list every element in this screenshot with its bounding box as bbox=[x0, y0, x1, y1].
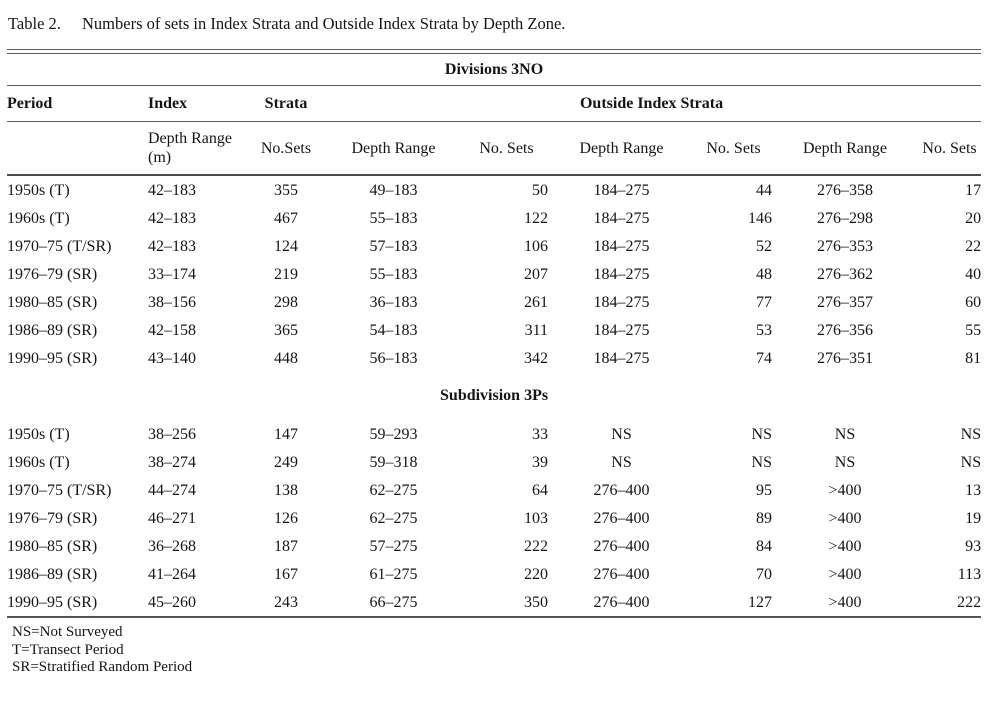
sub-header-index-depth-range: Depth Range (m) bbox=[148, 122, 250, 176]
value-cell: 50 bbox=[532, 181, 548, 199]
value-cell: 56–183 bbox=[369, 349, 418, 367]
value-cell: 42–183 bbox=[148, 237, 196, 255]
footnote-t: T=Transect Period bbox=[12, 641, 124, 658]
sub-header-row bbox=[7, 122, 981, 176]
value-cell: NS bbox=[751, 453, 772, 471]
sub-header-depth-range-2: Depth Range bbox=[548, 122, 695, 176]
table-title-text: Numbers of sets in Index Strata and Outside Index Strata by Depth Zone. bbox=[82, 14, 566, 33]
period-cell: 1986–89 (SR) bbox=[7, 321, 98, 339]
main-header-row bbox=[7, 86, 981, 122]
value-cell: 93 bbox=[965, 537, 982, 555]
value-cell: 276–357 bbox=[817, 293, 873, 311]
value-cell: 220 bbox=[524, 565, 548, 583]
value-cell: 22 bbox=[965, 237, 982, 255]
table-title-label: Table 2. bbox=[8, 14, 61, 33]
table-row bbox=[7, 504, 981, 532]
value-cell: 70 bbox=[756, 565, 772, 583]
rows-subdivision-3ps bbox=[7, 420, 981, 617]
value-cell: >400 bbox=[828, 537, 862, 555]
value-cell: NS bbox=[834, 453, 856, 471]
value-cell: >400 bbox=[828, 481, 862, 499]
sub-header-depth-range-1: Depth Range bbox=[322, 122, 465, 176]
value-cell: 53 bbox=[756, 321, 772, 339]
value-cell: 52 bbox=[756, 237, 772, 255]
value-cell: NS bbox=[751, 425, 772, 443]
value-cell: 276–400 bbox=[593, 509, 650, 527]
sub-header-no-sets-2: No. Sets bbox=[695, 122, 772, 176]
value-cell: 74 bbox=[756, 349, 772, 367]
footnote-ns: NS=Not Surveyed bbox=[12, 624, 123, 640]
table-row bbox=[7, 448, 981, 476]
value-cell: 48 bbox=[756, 265, 772, 283]
value-cell: 77 bbox=[756, 293, 772, 311]
sub-header-empty bbox=[7, 122, 148, 176]
value-cell: 350 bbox=[524, 593, 548, 611]
value-cell: 126 bbox=[274, 509, 298, 527]
value-cell: 298 bbox=[274, 293, 298, 311]
period-cell: 1950s (T) bbox=[7, 425, 70, 443]
column-header-strata: Strata bbox=[250, 86, 322, 122]
value-cell: 42–158 bbox=[148, 321, 196, 339]
table-row bbox=[7, 288, 981, 316]
value-cell: 89 bbox=[756, 509, 772, 527]
period-cell: 1960s (T) bbox=[7, 453, 70, 471]
value-cell: 207 bbox=[524, 265, 548, 283]
value-cell: 55 bbox=[965, 321, 982, 339]
value-cell: 41–264 bbox=[148, 565, 196, 583]
value-cell: 184–275 bbox=[593, 265, 650, 283]
table-row bbox=[7, 420, 981, 448]
value-cell: 276–400 bbox=[593, 565, 650, 583]
value-cell: NS bbox=[611, 425, 632, 443]
table-row bbox=[7, 588, 981, 617]
value-cell: 103 bbox=[524, 509, 548, 527]
value-cell: NS bbox=[834, 425, 856, 443]
period-cell: 1970–75 (T/SR) bbox=[7, 481, 112, 499]
value-cell: 147 bbox=[274, 425, 298, 443]
value-cell: 44 bbox=[756, 181, 772, 199]
value-cell: 38–274 bbox=[148, 453, 196, 471]
sub-header-depth-range-3: Depth Range bbox=[772, 122, 918, 176]
value-cell: 276–353 bbox=[817, 237, 873, 255]
column-header-outside-index-strata: Outside Index Strata bbox=[322, 86, 981, 122]
section-header-subdivision-3ps-label: Subdivision 3Ps bbox=[440, 387, 549, 404]
value-cell: 81 bbox=[965, 349, 982, 367]
value-cell: 43–140 bbox=[148, 349, 196, 367]
value-cell: 39 bbox=[532, 453, 548, 471]
table-top-rule-1 bbox=[7, 49, 981, 50]
value-cell: >400 bbox=[828, 593, 862, 611]
table-row bbox=[7, 476, 981, 504]
period-cell: 1950s (T) bbox=[7, 181, 70, 199]
value-cell: 42–183 bbox=[148, 181, 196, 199]
period-cell: 1990–95 (SR) bbox=[7, 593, 98, 611]
period-cell: 1986–89 (SR) bbox=[7, 565, 98, 583]
sub-header-index-no-sets: No.Sets bbox=[250, 122, 322, 176]
value-cell: 167 bbox=[274, 565, 298, 583]
value-cell: 55–183 bbox=[369, 265, 418, 283]
value-cell: 20 bbox=[965, 209, 982, 227]
page bbox=[0, 14, 988, 721]
value-cell: NS bbox=[960, 425, 982, 443]
value-cell: 276–358 bbox=[817, 181, 873, 199]
value-cell: 49–183 bbox=[369, 181, 418, 199]
table-row bbox=[7, 232, 981, 260]
value-cell: 106 bbox=[524, 237, 548, 255]
value-cell: 54–183 bbox=[369, 321, 418, 339]
value-cell: 276–356 bbox=[817, 321, 873, 339]
value-cell: 276–298 bbox=[817, 209, 873, 227]
value-cell: 249 bbox=[274, 453, 298, 471]
value-cell: 36–268 bbox=[148, 537, 196, 555]
column-header-period: Period bbox=[7, 86, 148, 122]
value-cell: 138 bbox=[274, 481, 298, 499]
value-cell: 184–275 bbox=[593, 209, 650, 227]
value-cell: 276–400 bbox=[593, 537, 650, 555]
footnotes bbox=[12, 624, 988, 677]
value-cell: 45–260 bbox=[148, 593, 196, 611]
value-cell: 57–183 bbox=[369, 237, 418, 255]
table-row bbox=[7, 532, 981, 560]
value-cell: 124 bbox=[274, 237, 298, 255]
value-cell: 146 bbox=[748, 209, 772, 227]
value-cell: 60 bbox=[965, 293, 982, 311]
value-cell: 243 bbox=[274, 593, 298, 611]
sub-header-no-sets-3: No. Sets bbox=[918, 122, 981, 176]
value-cell: 113 bbox=[957, 565, 982, 583]
period-cell: 1990–95 (SR) bbox=[7, 349, 98, 367]
section-header-divisions-3no bbox=[7, 54, 981, 86]
table-row bbox=[7, 175, 981, 204]
table-title bbox=[8, 14, 988, 34]
value-cell: 38–156 bbox=[148, 293, 196, 311]
value-cell: 122 bbox=[524, 209, 548, 227]
value-cell: 276–351 bbox=[817, 349, 873, 367]
table-row bbox=[7, 344, 981, 372]
value-cell: 261 bbox=[524, 293, 548, 311]
value-cell: 64 bbox=[532, 481, 548, 499]
value-cell: 61–275 bbox=[369, 565, 418, 583]
value-cell: 33–174 bbox=[148, 265, 196, 283]
value-cell: 187 bbox=[274, 537, 298, 555]
footnote-sr: SR=Stratified Random Period bbox=[12, 659, 193, 675]
value-cell: 59–293 bbox=[369, 425, 418, 443]
column-header-index: Index bbox=[148, 86, 250, 122]
value-cell: >400 bbox=[828, 565, 862, 583]
value-cell: 36–183 bbox=[369, 293, 418, 311]
value-cell: 38–256 bbox=[148, 425, 196, 443]
value-cell: 184–275 bbox=[593, 293, 650, 311]
sub-header-no-sets-1: No. Sets bbox=[465, 122, 548, 176]
period-cell: 1980–85 (SR) bbox=[7, 537, 98, 555]
value-cell: 448 bbox=[274, 349, 298, 367]
value-cell: 467 bbox=[274, 209, 298, 227]
value-cell: 222 bbox=[957, 593, 982, 611]
value-cell: 42–183 bbox=[148, 209, 196, 227]
value-cell: 62–275 bbox=[369, 509, 418, 527]
value-cell: 95 bbox=[756, 481, 772, 499]
sets-by-depth-zone-table bbox=[7, 54, 981, 618]
value-cell: 19 bbox=[965, 509, 982, 527]
value-cell: 33 bbox=[532, 425, 548, 443]
value-cell: 342 bbox=[524, 349, 548, 367]
table-row bbox=[7, 204, 981, 232]
value-cell: 184–275 bbox=[593, 349, 650, 367]
value-cell: 276–400 bbox=[593, 481, 650, 499]
value-cell: 127 bbox=[748, 593, 772, 611]
period-cell: 1976–79 (SR) bbox=[7, 265, 98, 283]
section-header-subdivision-3ps bbox=[7, 372, 981, 420]
value-cell: 59–318 bbox=[369, 453, 418, 471]
table-row bbox=[7, 260, 981, 288]
value-cell: 219 bbox=[274, 265, 298, 283]
period-cell: 1970–75 (T/SR) bbox=[7, 237, 112, 255]
value-cell: 276–400 bbox=[593, 593, 650, 611]
value-cell: 184–275 bbox=[593, 181, 650, 199]
value-cell: >400 bbox=[828, 509, 862, 527]
value-cell: 365 bbox=[274, 321, 298, 339]
value-cell: 13 bbox=[965, 481, 982, 499]
period-cell: 1980–85 (SR) bbox=[7, 293, 98, 311]
period-cell: 1976–79 (SR) bbox=[7, 509, 98, 527]
period-cell: 1960s (T) bbox=[7, 209, 70, 227]
value-cell: 311 bbox=[524, 321, 548, 339]
value-cell: 222 bbox=[524, 537, 548, 555]
value-cell: 184–275 bbox=[593, 321, 650, 339]
value-cell: 44–274 bbox=[148, 481, 196, 499]
value-cell: NS bbox=[611, 453, 632, 471]
table-row bbox=[7, 560, 981, 588]
value-cell: 57–275 bbox=[369, 537, 418, 555]
value-cell: NS bbox=[960, 453, 982, 471]
value-cell: 355 bbox=[274, 181, 298, 199]
rows-divisions-3no bbox=[7, 175, 981, 372]
value-cell: 55–183 bbox=[369, 209, 418, 227]
value-cell: 62–275 bbox=[369, 481, 418, 499]
value-cell: 66–275 bbox=[369, 593, 418, 611]
value-cell: 46–271 bbox=[148, 509, 196, 527]
value-cell: 184–275 bbox=[593, 237, 650, 255]
value-cell: 276–362 bbox=[817, 265, 873, 283]
section-header-divisions-3no-label: Divisions 3NO bbox=[7, 54, 981, 86]
value-cell: 40 bbox=[965, 265, 982, 283]
value-cell: 17 bbox=[965, 181, 982, 199]
value-cell: 84 bbox=[756, 537, 772, 555]
table-row bbox=[7, 316, 981, 344]
